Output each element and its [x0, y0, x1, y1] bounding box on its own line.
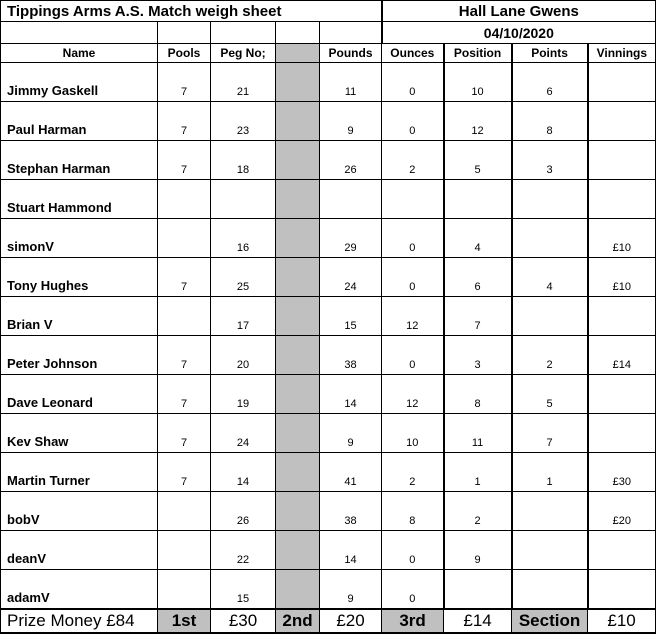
- pounds-value: [320, 180, 382, 219]
- shaded-spacer: [276, 375, 320, 414]
- points-value: [512, 492, 588, 531]
- prize-second-label: 2nd: [276, 609, 320, 633]
- table-row: [1, 531, 656, 570]
- position-value: 5: [444, 141, 512, 180]
- table-row: [1, 180, 656, 219]
- table-row: [1, 219, 656, 258]
- header-name: Name: [1, 44, 158, 63]
- peg-number: 15: [211, 570, 276, 610]
- position-value: 10: [444, 63, 512, 102]
- position-value: 11: [444, 414, 512, 453]
- table-row: [1, 570, 656, 610]
- ounces-value: 10: [382, 414, 444, 453]
- header-winnings: Vinnings: [588, 44, 656, 63]
- pounds-value: 26: [320, 141, 382, 180]
- pools-value: 7: [158, 336, 211, 375]
- ounces-value: 8: [382, 492, 444, 531]
- peg-number: 26: [211, 492, 276, 531]
- blank-cell: [158, 22, 211, 44]
- position-value: 1: [444, 453, 512, 492]
- points-value: [512, 297, 588, 336]
- winnings-value: £10: [588, 258, 656, 297]
- winnings-value: [588, 375, 656, 414]
- position-value: 4: [444, 219, 512, 258]
- ounces-value: 0: [382, 102, 444, 141]
- points-value: 8: [512, 102, 588, 141]
- pools-value: [158, 531, 211, 570]
- points-value: 1: [512, 453, 588, 492]
- shaded-spacer: [276, 492, 320, 531]
- peg-number: 20: [211, 336, 276, 375]
- winnings-value: [588, 531, 656, 570]
- ounces-value: 0: [382, 258, 444, 297]
- ounces-value: 0: [382, 63, 444, 102]
- peg-number: [211, 180, 276, 219]
- header-position: Position: [444, 44, 512, 63]
- header-spacer: [276, 44, 320, 63]
- table-row: [1, 63, 656, 102]
- peg-number: 14: [211, 453, 276, 492]
- prize-third-amount: £14: [444, 609, 512, 633]
- ounces-value: 0: [382, 336, 444, 375]
- angler-name: Brian V: [1, 297, 158, 336]
- pools-value: 7: [158, 453, 211, 492]
- shaded-spacer: [276, 336, 320, 375]
- prize-section-amount: £10: [588, 609, 656, 633]
- peg-number: 21: [211, 63, 276, 102]
- prize-first-amount: £30: [211, 609, 276, 633]
- points-value: [512, 531, 588, 570]
- angler-name: adamV: [1, 570, 158, 610]
- pools-value: 7: [158, 141, 211, 180]
- table-row: [1, 141, 656, 180]
- shaded-spacer: [276, 258, 320, 297]
- winnings-value: [588, 297, 656, 336]
- peg-number: 18: [211, 141, 276, 180]
- prize-section-label: Section: [512, 609, 588, 633]
- pools-value: [158, 492, 211, 531]
- position-value: 7: [444, 297, 512, 336]
- table-row: [1, 297, 656, 336]
- blank-cell: [1, 22, 158, 44]
- table-row: [1, 258, 656, 297]
- shaded-spacer: [276, 297, 320, 336]
- pounds-value: 9: [320, 570, 382, 610]
- shaded-spacer: [276, 141, 320, 180]
- ounces-value: 12: [382, 375, 444, 414]
- pools-value: 7: [158, 375, 211, 414]
- ounces-value: 2: [382, 141, 444, 180]
- sheet-title: Tippings Arms A.S. Match weigh sheet: [1, 1, 382, 22]
- angler-name: bobV: [1, 492, 158, 531]
- pools-value: 7: [158, 414, 211, 453]
- pounds-value: 15: [320, 297, 382, 336]
- winnings-value: [588, 414, 656, 453]
- pounds-value: 41: [320, 453, 382, 492]
- prize-third-label: 3rd: [382, 609, 444, 633]
- pounds-value: 14: [320, 375, 382, 414]
- header-pools: Pools: [158, 44, 211, 63]
- points-value: [512, 180, 588, 219]
- shaded-spacer: [276, 102, 320, 141]
- ounces-value: 12: [382, 297, 444, 336]
- header-pounds: Pounds: [320, 44, 382, 63]
- winnings-value: £14: [588, 336, 656, 375]
- angler-name: Stuart Hammond: [1, 180, 158, 219]
- table-row: [1, 102, 656, 141]
- table-row: [1, 492, 656, 531]
- peg-number: 19: [211, 375, 276, 414]
- table-row: [1, 414, 656, 453]
- pounds-value: 9: [320, 102, 382, 141]
- winnings-value: [588, 63, 656, 102]
- points-value: 7: [512, 414, 588, 453]
- ounces-value: [382, 180, 444, 219]
- table-row: [1, 336, 656, 375]
- blank-cell: [276, 22, 320, 44]
- pools-value: [158, 297, 211, 336]
- points-value: 4: [512, 258, 588, 297]
- position-value: 9: [444, 531, 512, 570]
- angler-name: Stephan Harman: [1, 141, 158, 180]
- shaded-spacer: [276, 570, 320, 610]
- peg-number: 23: [211, 102, 276, 141]
- position-value: 8: [444, 375, 512, 414]
- position-value: 6: [444, 258, 512, 297]
- pools-value: [158, 180, 211, 219]
- angler-name: Jimmy Gaskell: [1, 63, 158, 102]
- points-value: 2: [512, 336, 588, 375]
- position-value: [444, 570, 512, 610]
- table-row: [1, 375, 656, 414]
- ounces-value: 0: [382, 570, 444, 610]
- blank-cell: [320, 22, 382, 44]
- position-value: [444, 180, 512, 219]
- peg-number: 22: [211, 531, 276, 570]
- angler-name: deanV: [1, 531, 158, 570]
- angler-name: Peter Johnson: [1, 336, 158, 375]
- peg-number: 16: [211, 219, 276, 258]
- winnings-value: [588, 180, 656, 219]
- pounds-value: 38: [320, 492, 382, 531]
- winnings-value: [588, 102, 656, 141]
- pools-value: 7: [158, 63, 211, 102]
- winnings-value: £10: [588, 219, 656, 258]
- points-value: [512, 219, 588, 258]
- pools-value: [158, 570, 211, 610]
- position-value: 3: [444, 336, 512, 375]
- pounds-value: 38: [320, 336, 382, 375]
- header-points: Points: [512, 44, 588, 63]
- prize-money-total: Prize Money £84: [1, 609, 158, 633]
- winnings-value: [588, 570, 656, 610]
- shaded-spacer: [276, 414, 320, 453]
- header-ounces: Ounces: [382, 44, 444, 63]
- ounces-value: 0: [382, 219, 444, 258]
- table-row: [1, 453, 656, 492]
- match-date: 04/10/2020: [382, 22, 656, 44]
- pounds-value: 9: [320, 414, 382, 453]
- angler-name: Martin Turner: [1, 453, 158, 492]
- angler-name: Kev Shaw: [1, 414, 158, 453]
- blank-cell: [211, 22, 276, 44]
- angler-name: Tony Hughes: [1, 258, 158, 297]
- points-value: 3: [512, 141, 588, 180]
- pools-value: 7: [158, 102, 211, 141]
- peg-number: 17: [211, 297, 276, 336]
- prize-second-amount: £20: [320, 609, 382, 633]
- winnings-value: £30: [588, 453, 656, 492]
- angler-name: simonV: [1, 219, 158, 258]
- points-value: 5: [512, 375, 588, 414]
- position-value: 12: [444, 102, 512, 141]
- angler-name: Dave Leonard: [1, 375, 158, 414]
- shaded-spacer: [276, 180, 320, 219]
- header-peg: Peg No;: [211, 44, 276, 63]
- peg-number: 24: [211, 414, 276, 453]
- ounces-value: 2: [382, 453, 444, 492]
- winnings-value: [588, 141, 656, 180]
- points-value: [512, 570, 588, 610]
- peg-number: 25: [211, 258, 276, 297]
- angler-name: Paul Harman: [1, 102, 158, 141]
- ounces-value: 0: [382, 531, 444, 570]
- shaded-spacer: [276, 219, 320, 258]
- prize-first-label: 1st: [158, 609, 211, 633]
- shaded-spacer: [276, 531, 320, 570]
- pounds-value: 14: [320, 531, 382, 570]
- pools-value: [158, 219, 211, 258]
- shaded-spacer: [276, 63, 320, 102]
- venue-name: Hall Lane Gwens: [382, 1, 656, 22]
- pools-value: 7: [158, 258, 211, 297]
- position-value: 2: [444, 492, 512, 531]
- winnings-value: £20: [588, 492, 656, 531]
- pounds-value: 24: [320, 258, 382, 297]
- pounds-value: 29: [320, 219, 382, 258]
- pounds-value: 11: [320, 63, 382, 102]
- points-value: 6: [512, 63, 588, 102]
- shaded-spacer: [276, 453, 320, 492]
